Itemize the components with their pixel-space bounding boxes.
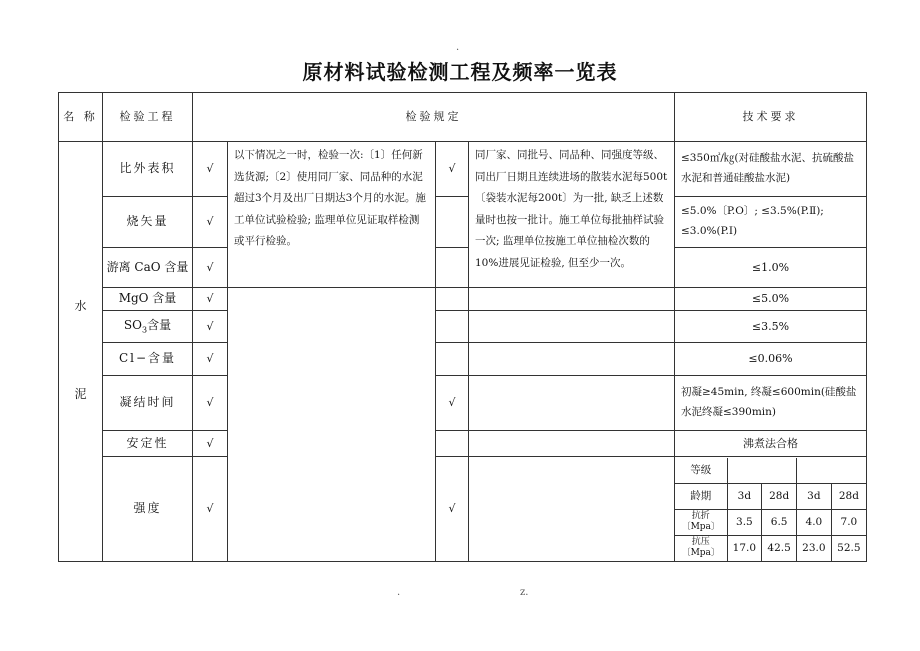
req-free-cao: ≤1.0% xyxy=(675,248,867,288)
req-specific-surface: ≤350㎡/㎏(对硅酸盐水泥、抗硫酸盐水泥和普通硅酸盐水泥) xyxy=(675,142,867,197)
header-rule: 检验规定 xyxy=(193,93,675,142)
comp-value: 42.5 xyxy=(762,535,797,561)
table-row xyxy=(59,288,867,311)
check-mark: √ xyxy=(193,311,228,343)
item-chloride: Cl−含量 xyxy=(103,343,193,376)
req-loss-on-ignition: ≤5.0%〔P.O〕; ≤3.5%(P.Ⅱ); ≤3.0%(P.Ⅰ) xyxy=(675,197,867,248)
table-row xyxy=(59,431,867,457)
grade-label: 等级 xyxy=(675,458,727,484)
strength-flex-row xyxy=(675,509,866,535)
check-mark: √ xyxy=(193,142,228,197)
category-char-1: 水 xyxy=(74,299,87,313)
age-value: 28d xyxy=(762,483,797,509)
check-mark: √ xyxy=(193,376,228,431)
item-free-cao: 游离 CaO 含量 xyxy=(103,248,193,288)
header-row xyxy=(59,93,867,142)
comp-value: 23.0 xyxy=(797,535,832,561)
footer-left-mark: . xyxy=(397,587,401,598)
check-mark: √ xyxy=(193,197,228,248)
age-value: 28d xyxy=(831,483,866,509)
req-mgo: ≤5.0% xyxy=(675,288,867,311)
age-label: 龄期 xyxy=(675,483,727,509)
item-soundness: 安定性 xyxy=(103,431,193,457)
table-row xyxy=(59,311,867,343)
inspection-table xyxy=(58,92,867,562)
item-strength: 强度 xyxy=(103,457,193,562)
table-row xyxy=(59,197,867,248)
req-soundness: 沸煮法合格 xyxy=(675,431,867,457)
check-mark: √ xyxy=(436,142,469,197)
top-mark: . xyxy=(456,42,460,53)
header-req: 技术要求 xyxy=(675,93,867,142)
check-mark: √ xyxy=(193,457,228,562)
check-mark: √ xyxy=(436,376,469,431)
flex-label: 抗折〔Mpa〕 xyxy=(675,509,727,535)
item-so3: $SO_3$含量 xyxy=(103,311,193,343)
table-row xyxy=(59,457,867,562)
comp-value: 52.5 xyxy=(837,541,861,554)
item-setting-time: 凝结时间 xyxy=(103,376,193,431)
rule-right-text: 同厂家、同批号、同品种、同强度等级、同出厂日期且连续进场的散装水泥每500t〔袋装水泥每200t〕为一批, 缺乏上述数量时也按一批计。施工单位每批抽样试验一次; 监理单位按施工单位抽检次数的10%进展见证检验, 但至少一次。 xyxy=(469,142,675,288)
strength-age-row xyxy=(675,483,866,509)
item-mgo: MgO 含量 xyxy=(103,288,193,311)
age-value: 3d xyxy=(727,483,762,509)
category-cell xyxy=(59,142,103,562)
check-mark: √ xyxy=(436,457,469,562)
strength-table xyxy=(675,458,866,561)
check-mark: √ xyxy=(193,343,228,376)
req-chloride: ≤0.06% xyxy=(675,343,867,376)
comp-label: 抗压〔Mpa〕 xyxy=(675,535,727,561)
flex-value: 4.0 xyxy=(797,509,832,535)
category-char-2: 泥 xyxy=(74,387,87,401)
rule-left-text: 以下情况之一时，检验一次:〔1〕任何新选货源;〔2〕使用同厂家、同品种的水泥超过3个月及出厂日期达3个月的水泥。施工单位试验检验; 监理单位见证取样检测或平行检验。 xyxy=(228,142,436,288)
header-item: 检验工程 xyxy=(103,93,193,142)
footer-right-mark: z. xyxy=(520,587,529,598)
strength-cell xyxy=(675,457,867,562)
item-loss-on-ignition: 烧矢量 xyxy=(103,197,193,248)
req-setting-time: 初凝≥45min, 终凝≤600min(硅酸盐水泥终凝≤390min) xyxy=(675,376,867,431)
table-row xyxy=(59,248,867,288)
header-name: 名 称 xyxy=(59,93,103,142)
table-row xyxy=(59,343,867,376)
flex-value: 6.5 xyxy=(762,509,797,535)
req-so3: ≤3.5% xyxy=(675,311,867,343)
strength-grade-row xyxy=(675,458,866,484)
check-mark: √ xyxy=(193,288,228,311)
flex-value: 7.0 xyxy=(831,509,866,535)
table-row xyxy=(59,142,867,197)
check-mark: √ xyxy=(193,431,228,457)
strength-comp-row xyxy=(675,535,866,561)
page-title: 原材料试验检测工程及频率一览表 xyxy=(302,60,618,84)
table-row xyxy=(59,376,867,431)
check-mark: √ xyxy=(193,248,228,288)
item-specific-surface: 比外表积 xyxy=(103,142,193,197)
age-value: 3d xyxy=(797,483,832,509)
comp-value: 17.0 xyxy=(727,535,762,561)
flex-value: 3.5 xyxy=(727,509,762,535)
